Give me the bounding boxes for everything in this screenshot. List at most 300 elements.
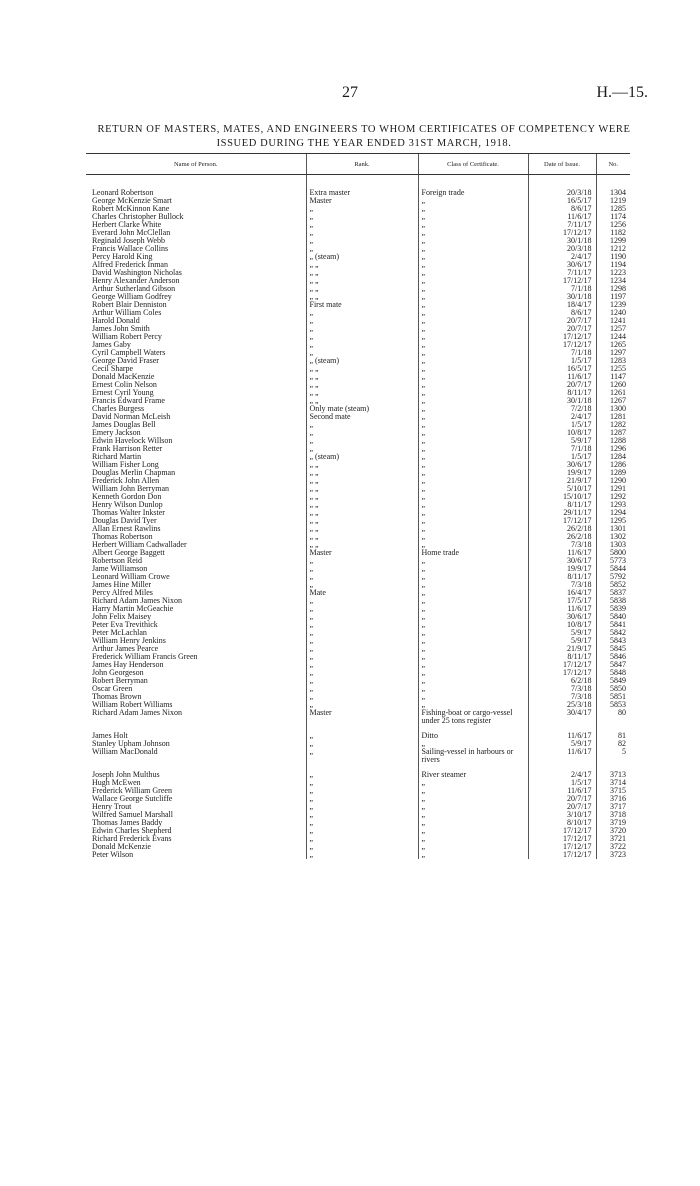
cell-rank: „ „: [306, 533, 418, 541]
table-row: [86, 213, 630, 221]
table-row: [86, 501, 630, 509]
cell-class: „: [418, 485, 528, 493]
cell-name: Edwin Charles Shepherd: [92, 827, 172, 835]
cell-number: 1288: [596, 437, 630, 445]
cell-name: William Fisher Long: [92, 461, 159, 469]
cell-name: Peter Wilson: [92, 851, 134, 859]
cell-name: William Robert Williams: [92, 701, 173, 709]
cell-date: 1/5/17: [528, 421, 596, 429]
cell-number: 1255: [596, 365, 630, 373]
table-row: [86, 541, 630, 549]
cell-class: „: [418, 637, 528, 645]
cell-class: „: [418, 621, 528, 629]
cell-class: Sailing-vessel in harbours or rivers: [418, 748, 528, 764]
table-row: [86, 205, 630, 213]
cell-class: „: [418, 357, 528, 365]
cell-rank: „: [306, 827, 418, 835]
cell-name: Everard John McClellan: [92, 229, 171, 237]
cell-number: 1300: [596, 405, 630, 413]
table-row: [86, 701, 630, 709]
cell-class: „: [418, 277, 528, 285]
cell-class: „: [418, 827, 528, 835]
cell-date: 1/5/17: [528, 779, 596, 787]
cell-name: John Felix Maisey: [92, 613, 152, 621]
cell-rank: Only mate (steam): [306, 405, 418, 413]
cell-rank: „: [306, 779, 418, 787]
table-row: [86, 317, 630, 325]
cell-class: „: [418, 613, 528, 621]
table-body: [86, 175, 630, 860]
table-row: [86, 301, 630, 309]
page-header: [0, 84, 700, 108]
table-row: [86, 517, 630, 525]
cell-number: 5853: [596, 701, 630, 709]
cell-number: 1261: [596, 389, 630, 397]
cell-number: 5847: [596, 661, 630, 669]
table-row: [86, 819, 630, 827]
cell-name: Henry Wilson Dunlop: [92, 501, 163, 509]
cell-class: „: [418, 285, 528, 293]
cell-class: „: [418, 605, 528, 613]
cell-class: „: [418, 677, 528, 685]
cell-class: „: [418, 517, 528, 525]
cell-rank: „ „: [306, 389, 418, 397]
title-line-1: RETURN OF MASTERS, MATES, AND ENGINEERS TO WHOM CERTIFICATES OF COMPETENCY WERE: [97, 124, 631, 135]
cell-rank: „ „: [306, 285, 418, 293]
cell-date: 8/10/17: [528, 819, 596, 827]
cell-name: Harold Donald: [92, 317, 140, 325]
cell-date: 17/12/17: [528, 341, 596, 349]
cell-number: 3722: [596, 843, 630, 851]
cell-date: 30/6/17: [528, 461, 596, 469]
cell-class: Fishing-boat or cargo-vessel under 25 tons register: [418, 709, 528, 725]
table-row: [86, 787, 630, 795]
cell-name: Herbert William Cadwallader: [92, 541, 187, 549]
cell-class: „: [418, 597, 528, 605]
cell-class: Foreign trade: [418, 175, 528, 198]
cell-date: 30/6/17: [528, 261, 596, 269]
cell-date: 5/9/17: [528, 637, 596, 645]
cell-name: Robert McKinnon Kane: [92, 205, 170, 213]
cell-number: 5792: [596, 573, 630, 581]
cell-number: 1197: [596, 293, 630, 301]
table-row: [86, 851, 630, 859]
cell-number: 3717: [596, 803, 630, 811]
cell-rank: „: [306, 421, 418, 429]
table-row: [86, 549, 630, 557]
cell-class: „: [418, 525, 528, 533]
cell-rank: „: [306, 445, 418, 453]
cell-number: 3723: [596, 851, 630, 859]
cell-number: 81: [596, 725, 630, 740]
title-line-2: ISSUED DURING THE YEAR ENDED 31ST MARCH, 1918.: [216, 138, 512, 149]
table-row: [86, 637, 630, 645]
cell-number: 1294: [596, 509, 630, 517]
cell-number: 5837: [596, 589, 630, 597]
cell-class: „: [418, 205, 528, 213]
cell-class: „: [418, 405, 528, 413]
cell-number: 3721: [596, 835, 630, 843]
cell-date: 18/4/17: [528, 301, 596, 309]
cell-number: 5839: [596, 605, 630, 613]
cell-class: „: [418, 245, 528, 253]
table-row: [86, 613, 630, 621]
cell-number: 3720: [596, 827, 630, 835]
cell-rank: „ „: [306, 365, 418, 373]
cell-class: „: [418, 293, 528, 301]
table-row: [86, 197, 630, 205]
cell-number: 5850: [596, 685, 630, 693]
cell-class: „: [418, 835, 528, 843]
cell-name: James Holt: [92, 731, 128, 740]
cell-rank: „ „: [306, 541, 418, 549]
cell-class: „: [418, 269, 528, 277]
cell-rank: „: [306, 795, 418, 803]
table-row: [86, 533, 630, 541]
table-row: [86, 245, 630, 253]
cell-number: 1295: [596, 517, 630, 525]
cell-rank: „: [306, 205, 418, 213]
cell-name: Arthur William Coles: [92, 309, 162, 317]
cell-name: Thomas James Baddy: [92, 819, 163, 827]
cell-class: „: [418, 701, 528, 709]
cell-rank: „: [306, 341, 418, 349]
table-row: [86, 779, 630, 787]
cell-rank: „: [306, 819, 418, 827]
table-row: [86, 525, 630, 533]
cell-rank: „: [306, 843, 418, 851]
table-row: [86, 285, 630, 293]
cell-name: Emery Jackson: [92, 429, 141, 437]
cell-rank: „: [306, 333, 418, 341]
cell-rank: Second mate: [306, 413, 418, 421]
cell-number: 80: [596, 709, 630, 725]
cell-rank: „: [306, 748, 418, 764]
cell-class: „: [418, 787, 528, 795]
cell-name: David Norman McLeish: [92, 413, 171, 421]
cell-number: 1296: [596, 445, 630, 453]
cell-class: „: [418, 365, 528, 373]
cell-date: 7/11/17: [528, 269, 596, 277]
cell-rank: „ „: [306, 469, 418, 477]
cell-rank: „: [306, 645, 418, 653]
cell-name: Peter McLachlan: [92, 629, 147, 637]
cell-rank: „ „: [306, 293, 418, 301]
cell-number: 1302: [596, 533, 630, 541]
table-row: [86, 461, 630, 469]
cell-class: „: [418, 421, 528, 429]
cell-class: „: [418, 373, 528, 381]
cell-name: James Gaby: [92, 341, 131, 349]
cell-number: 1223: [596, 269, 630, 277]
cell-number: 1241: [596, 317, 630, 325]
cell-rank: „: [306, 605, 418, 613]
table-row: [86, 221, 630, 229]
table-row: [86, 357, 630, 365]
cell-date: 11/6/17: [528, 787, 596, 795]
cell-class: „: [418, 261, 528, 269]
table-row: [86, 843, 630, 851]
cell-number: 1293: [596, 501, 630, 509]
cell-class: „: [418, 843, 528, 851]
cell-date: 5/9/17: [528, 437, 596, 445]
cell-date: 7/3/18: [528, 693, 596, 701]
cell-rank: „: [306, 437, 418, 445]
cell-date: 3/10/17: [528, 811, 596, 819]
cell-class: „: [418, 317, 528, 325]
cell-date: 30/1/18: [528, 237, 596, 245]
cell-name: George David Fraser: [92, 357, 159, 365]
cell-rank: „: [306, 851, 418, 859]
table-row: [86, 669, 630, 677]
cell-date: 29/11/17: [528, 509, 596, 517]
cell-number: 5852: [596, 581, 630, 589]
table-row: [86, 709, 630, 725]
cell-class: „: [418, 573, 528, 581]
cell-number: 1267: [596, 397, 630, 405]
cell-name: Richard Adam James Nixon: [92, 597, 182, 605]
table-row: [86, 237, 630, 245]
cell-date: 7/3/18: [528, 581, 596, 589]
cell-class: „: [418, 213, 528, 221]
cell-name: William Henry Jenkins: [92, 637, 166, 645]
cell-number: 3718: [596, 811, 630, 819]
cell-class: „: [418, 301, 528, 309]
cell-class: „: [418, 565, 528, 573]
cell-number: 5840: [596, 613, 630, 621]
cell-date: 21/9/17: [528, 477, 596, 485]
cell-name: Cyril Campbell Waters: [92, 349, 166, 357]
table-row: [86, 493, 630, 501]
cell-name: Frederick John Allen: [92, 477, 160, 485]
cell-class: „: [418, 413, 528, 421]
cell-name: George McKenzie Smart: [92, 197, 172, 205]
table-row: [86, 253, 630, 261]
cell-number: 5848: [596, 669, 630, 677]
cell-date: 20/7/17: [528, 317, 596, 325]
cell-rank: „: [306, 557, 418, 565]
cell-class: „: [418, 333, 528, 341]
cell-rank: „: [306, 573, 418, 581]
cell-name: Francis Wallace Collins: [92, 245, 169, 253]
cell-name: William MacDonald: [92, 748, 158, 756]
cell-name: Frederick William Francis Green: [92, 653, 198, 661]
cell-number: 1297: [596, 349, 630, 357]
cell-name: Thomas Walter Inkster: [92, 509, 165, 517]
cell-rank: „: [306, 429, 418, 437]
cell-rank: „: [306, 213, 418, 221]
cell-class: „: [418, 669, 528, 677]
cell-date: 30/6/17: [528, 613, 596, 621]
cell-rank: „: [306, 669, 418, 677]
cell-name: Leonard William Crowe: [92, 573, 170, 581]
cell-number: 5844: [596, 565, 630, 573]
cell-date: 17/12/17: [528, 843, 596, 851]
cell-name: Ernest Colin Nelson: [92, 381, 157, 389]
cell-date: 20/7/17: [528, 325, 596, 333]
cell-number: 1239: [596, 301, 630, 309]
table-row: [86, 693, 630, 701]
table-row: [86, 565, 630, 573]
cell-rank: Mate: [306, 589, 418, 597]
table-row: [86, 477, 630, 485]
cell-date: 11/6/17: [528, 725, 596, 740]
cell-date: 19/9/17: [528, 565, 596, 573]
table-row: [86, 645, 630, 653]
cell-date: 25/3/18: [528, 701, 596, 709]
cell-name: Reginald Joseph Webb: [92, 237, 165, 245]
cell-class: „: [418, 645, 528, 653]
table-row: [86, 557, 630, 565]
cell-rank: „: [306, 811, 418, 819]
cell-number: 1194: [596, 261, 630, 269]
cell-date: 11/6/17: [528, 373, 596, 381]
cell-name: Oscar Green: [92, 685, 133, 693]
cell-class: „: [418, 469, 528, 477]
cell-class: „: [418, 501, 528, 509]
cell-number: 1291: [596, 485, 630, 493]
cell-name: Henry Alexander Anderson: [92, 277, 180, 285]
cell-date: 17/12/17: [528, 661, 596, 669]
cell-date: 1/5/17: [528, 453, 596, 461]
cell-number: 3714: [596, 779, 630, 787]
cell-class: „: [418, 197, 528, 205]
cell-name: Jame Williamson: [92, 565, 148, 573]
cell-class: „: [418, 389, 528, 397]
cell-rank: „: [306, 701, 418, 709]
cell-date: 26/2/18: [528, 533, 596, 541]
cell-number: 3715: [596, 787, 630, 795]
cell-rank: „ „: [306, 477, 418, 485]
cell-name: Arthur James Pearce: [92, 645, 159, 653]
table-row: [86, 389, 630, 397]
table-row: [86, 269, 630, 277]
cell-rank: Extra master: [306, 175, 418, 198]
cell-date: 21/9/17: [528, 645, 596, 653]
cell-name: Edwin Havelock Willson: [92, 437, 173, 445]
cell-date: 6/2/18: [528, 677, 596, 685]
cell-name: Douglas Merlin Chapman: [92, 469, 176, 477]
cell-date: 1/5/17: [528, 357, 596, 365]
cell-number: 1287: [596, 429, 630, 437]
cell-number: 5841: [596, 621, 630, 629]
cell-date: 30/1/18: [528, 293, 596, 301]
cell-number: 1301: [596, 525, 630, 533]
cell-date: 30/6/17: [528, 557, 596, 565]
cell-number: 5838: [596, 597, 630, 605]
column-header-rank: Rank.: [306, 154, 418, 175]
table-row: [86, 764, 630, 779]
cell-number: 5846: [596, 653, 630, 661]
cell-rank: „ „: [306, 517, 418, 525]
cell-rank: „: [306, 597, 418, 605]
cell-name: Wilfred Samuel Marshall: [92, 811, 173, 819]
cell-class: „: [418, 229, 528, 237]
cell-class: „: [418, 653, 528, 661]
cell-number: 1282: [596, 421, 630, 429]
cell-date: 15/10/17: [528, 493, 596, 501]
cell-class: „: [418, 221, 528, 229]
cell-name: Frederick William Green: [92, 787, 172, 795]
table-row: [86, 341, 630, 349]
table-row: [86, 685, 630, 693]
cell-number: 1234: [596, 277, 630, 285]
cell-number: 1281: [596, 413, 630, 421]
cell-class: „: [418, 685, 528, 693]
cell-date: 17/12/17: [528, 333, 596, 341]
table-header-row: [86, 154, 630, 175]
table-row: [86, 581, 630, 589]
cell-rank: „: [306, 317, 418, 325]
cell-date: 2/4/17: [528, 764, 596, 779]
table-row: [86, 740, 630, 748]
cell-rank: „: [306, 637, 418, 645]
table-row: [86, 333, 630, 341]
table-row: [86, 349, 630, 357]
cell-date: 8/11/17: [528, 389, 596, 397]
cell-date: 17/12/17: [528, 827, 596, 835]
cell-class: River steamer: [418, 764, 528, 779]
table-row: [86, 397, 630, 405]
cell-rank: „: [306, 245, 418, 253]
cell-rank: „ (steam): [306, 357, 418, 365]
cell-rank: Master: [306, 197, 418, 205]
cell-date: 20/3/18: [528, 245, 596, 253]
cell-name: Hugh McEwen: [92, 779, 141, 787]
cell-number: 3713: [596, 764, 630, 779]
certificates-table-wrap: [86, 153, 630, 859]
cell-number: 5842: [596, 629, 630, 637]
cell-date: 10/8/17: [528, 429, 596, 437]
cell-number: 1147: [596, 373, 630, 381]
cell-name: William Robert Percy: [92, 333, 162, 341]
table-row: [86, 277, 630, 285]
cell-rank: „: [306, 661, 418, 669]
cell-rank: „: [306, 309, 418, 317]
cell-rank: „ „: [306, 269, 418, 277]
cell-date: 2/4/17: [528, 413, 596, 421]
cell-name: Robertson Reid: [92, 557, 142, 565]
table-row: [86, 373, 630, 381]
cell-date: 7/3/18: [528, 685, 596, 693]
table-row: [86, 429, 630, 437]
table-row: [86, 381, 630, 389]
cell-class: „: [418, 541, 528, 549]
cell-name: James Hay Henderson: [92, 661, 164, 669]
cell-date: 16/5/17: [528, 365, 596, 373]
table-row: [86, 653, 630, 661]
cell-class: „: [418, 629, 528, 637]
cell-rank: „ „: [306, 277, 418, 285]
cell-date: 17/12/17: [528, 669, 596, 677]
page-reference: H.—15.: [596, 84, 648, 101]
cell-date: 5/9/17: [528, 629, 596, 637]
cell-rank: „: [306, 221, 418, 229]
cell-number: 1289: [596, 469, 630, 477]
cell-number: 1182: [596, 229, 630, 237]
cell-rank: „ „: [306, 397, 418, 405]
cell-name: Leonard Robertson: [92, 188, 154, 197]
cell-name: Herbert Clarke White: [92, 221, 162, 229]
cell-date: 11/6/17: [528, 748, 596, 764]
cell-rank: „: [306, 787, 418, 795]
cell-name: James John Smith: [92, 325, 150, 333]
cell-name: John Georgeson: [92, 669, 144, 677]
cell-rank: „: [306, 325, 418, 333]
cell-number: 1219: [596, 197, 630, 205]
cell-number: 1304: [596, 175, 630, 198]
cell-date: 17/12/17: [528, 229, 596, 237]
